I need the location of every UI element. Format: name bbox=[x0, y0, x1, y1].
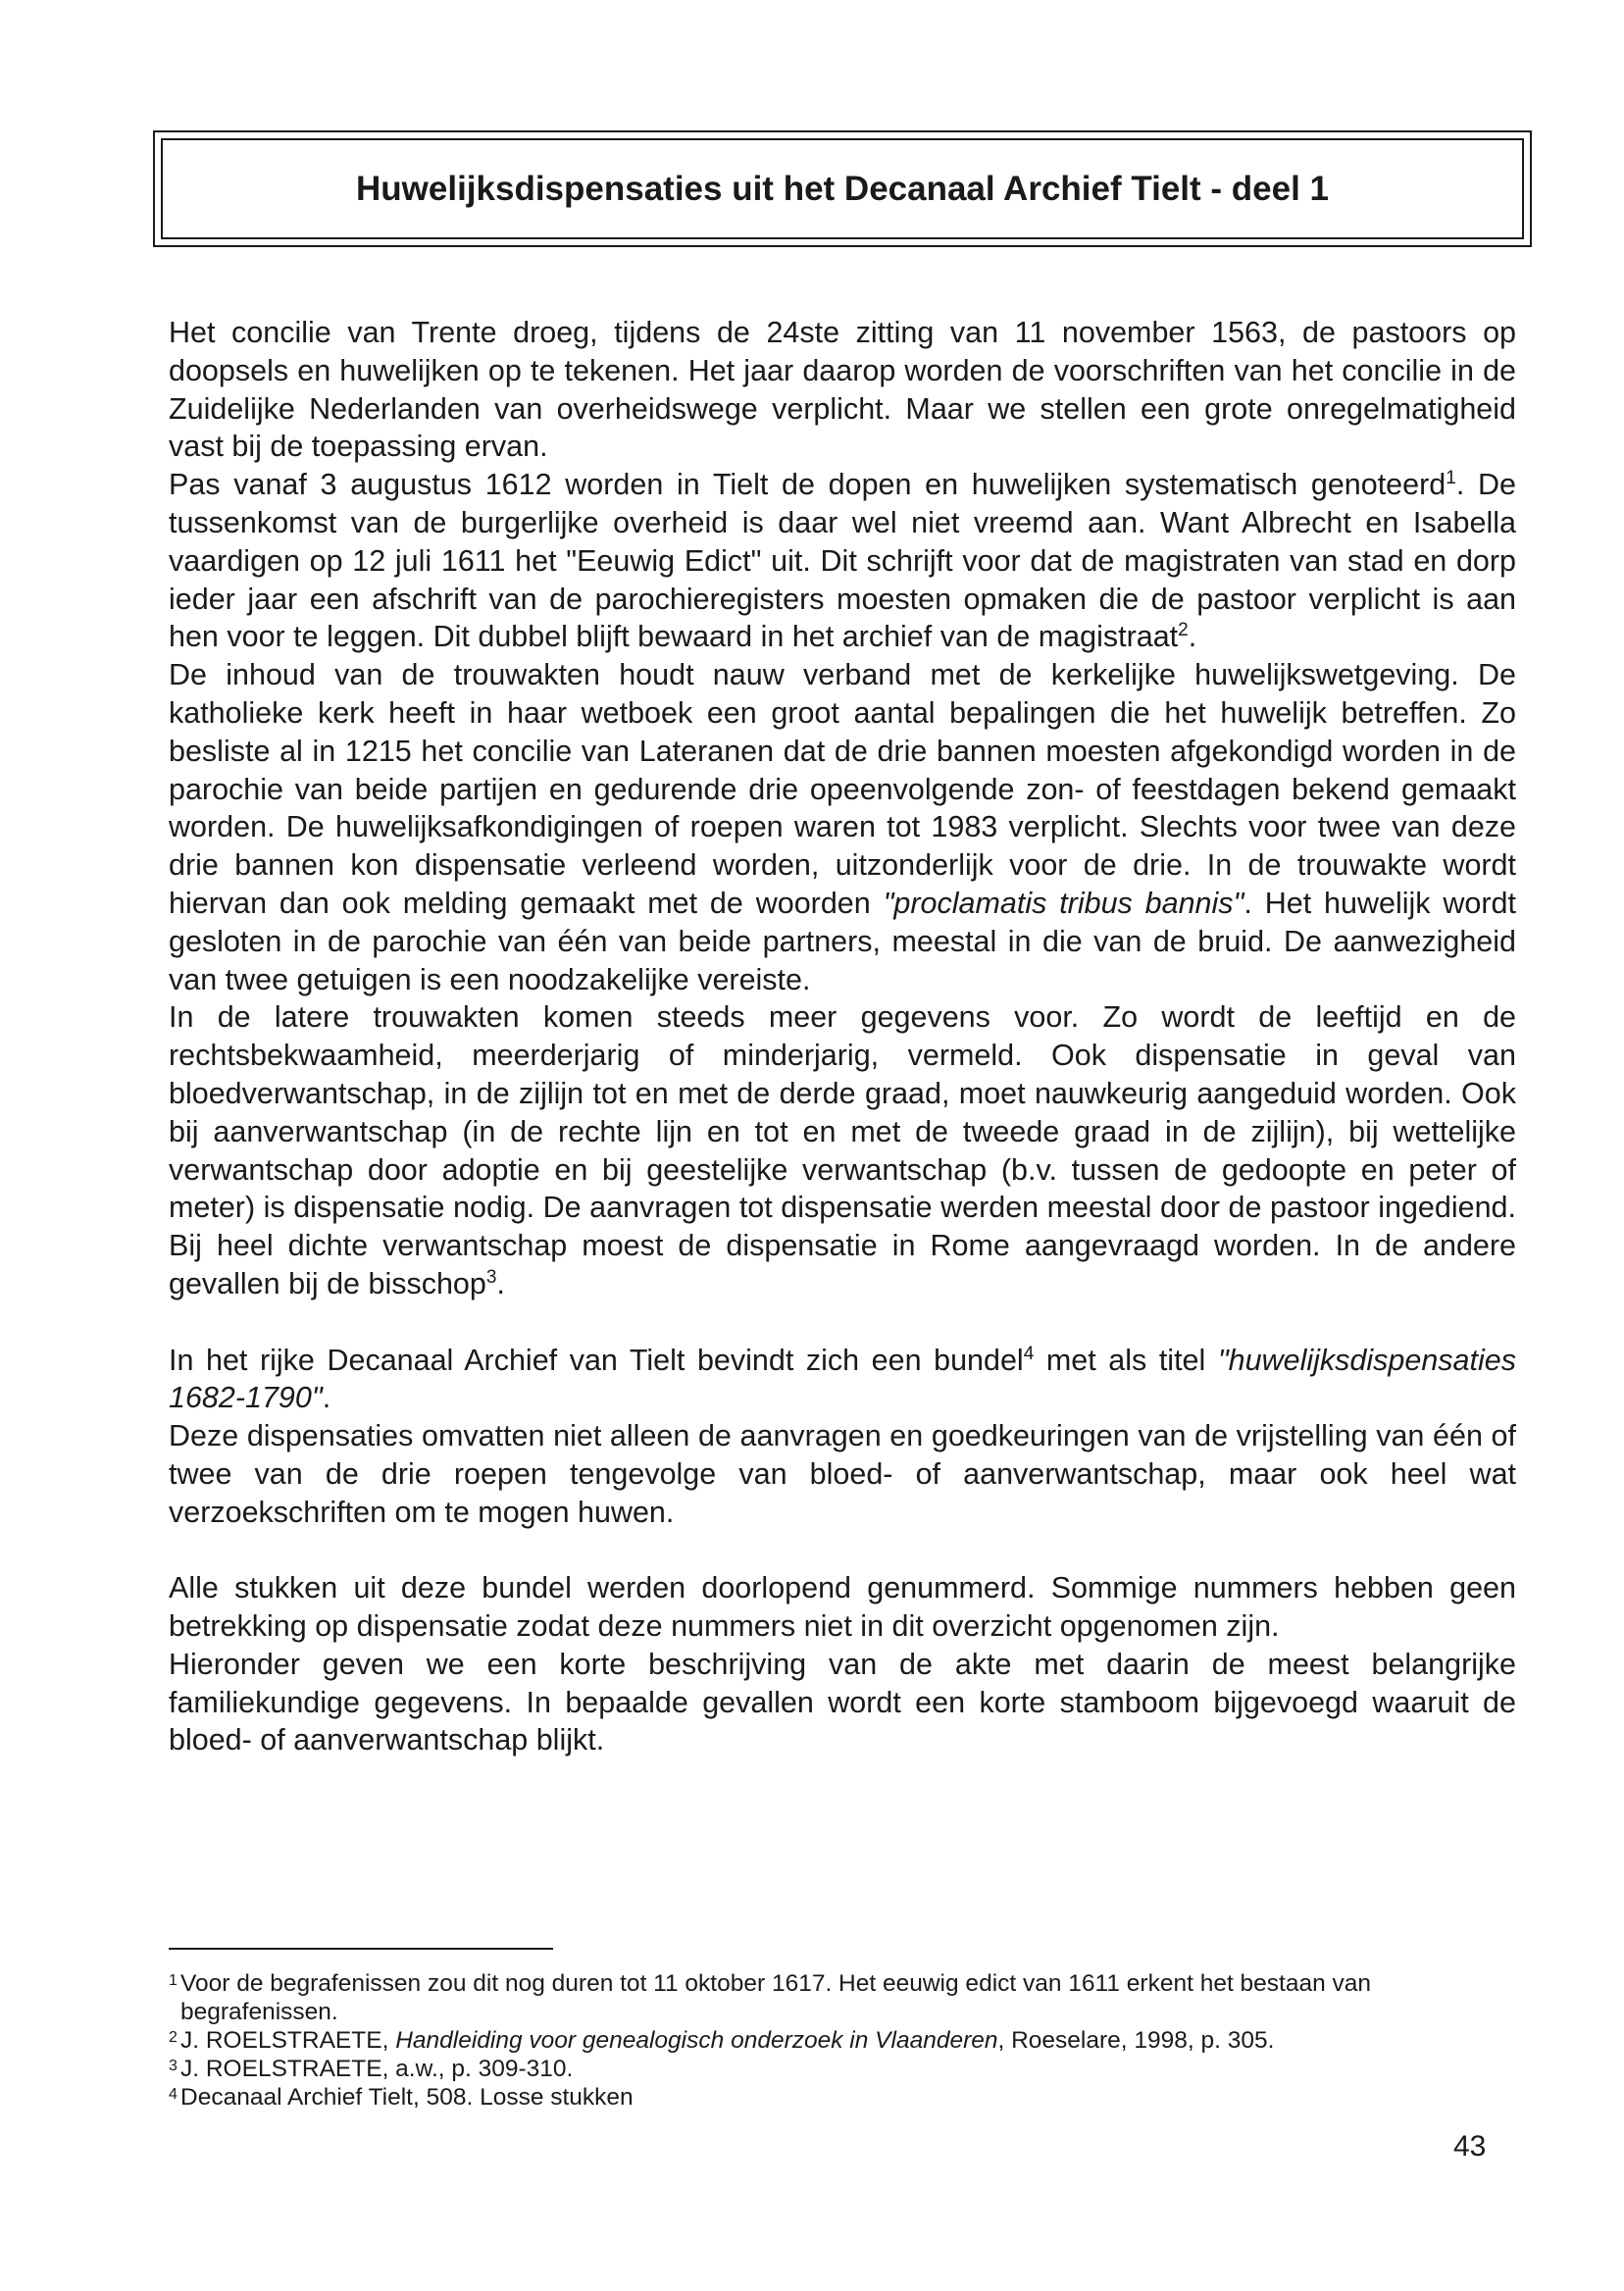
paragraph-gap bbox=[169, 1303, 1516, 1342]
page-title: Huwelijksdispensaties uit het Decanaal Archief Tielt - deel 1 bbox=[356, 169, 1329, 208]
footnote-2-author: J. ROELSTRAETE, bbox=[180, 2027, 396, 2054]
paragraph-1-text: Het concilie van Trente droeg, tijdens de 24ste zitting van 11 november 1563, de pastoors op doopsels en huwelijken op te tekenen. Het jaar daarop worden de voorschriften van het concilie in de Zuidelijke Nederlanden van overheidswege verplicht. Maar we stellen een grote onregelmatigheid vast bij de toepassing ervan. bbox=[169, 316, 1516, 464]
period: . bbox=[1188, 620, 1197, 654]
paragraph-5a-text: In het rijke Decanaal Archief van Tielt bevindt zich een bundel bbox=[169, 1343, 1024, 1377]
paragraph-6-text: Deze dispensaties omvatten niet alleen de aanvragen en goedkeuringen van de vrijstelling van één of twee van de drie roepen tengevolge van bloed- of aanverwantschap, maar ook heel wat verzoekschriften om te mogen huwen. bbox=[169, 1419, 1516, 1529]
footnote-3-number: 3 bbox=[169, 2058, 178, 2074]
page-number: 43 bbox=[1453, 2130, 1487, 2163]
paragraph-4-text: In de latere trouwakten komen steeds meer gegevens voor. Zo wordt de leeftijd en de rechtsbekwaamheid, meerderjarig of minderjarig, vermeld. Ook dispensatie in geval van bloedverwantschap, in de zijlijn tot en met de derde graad, moet nauwkeurig aangeduid worden. Ook bij aanverwantschap (in de rechte lijn en tot en met de tweede graad in de zijlijn), bij wettelijke verwantschap door adoptie en bij geestelijke verwantschap (b.v. tussen de gedoopte en peter of meter) is dispensatie nodig. De aanvragen tot dispensatie werden meestal door de pastoor ingediend. Bij heel dichte verwantschap moest de dispensatie in Rome aangevraagd worden. In de andere gevallen bij de bisschop bbox=[169, 1000, 1516, 1300]
latin-phrase: "proclamatis tribus bannis" bbox=[883, 886, 1244, 920]
period: . bbox=[322, 1381, 331, 1415]
footnote-1 bbox=[169, 1969, 1502, 2026]
footnote-2 bbox=[169, 2026, 1502, 2055]
paragraph-6 bbox=[169, 1417, 1516, 1531]
title-frame-inner bbox=[161, 138, 1524, 239]
period: . bbox=[496, 1266, 505, 1300]
paragraph-3 bbox=[169, 656, 1516, 998]
paragraph-5b-text: met als titel bbox=[1034, 1343, 1218, 1377]
footnote-4-number: 4 bbox=[169, 2086, 178, 2103]
paragraph-8-text: Hieronder geven we een korte beschrijving van de akte met daarin de meest belangrijke familiekundige gegevens. In bepaalde gevallen wordt een korte stamboom bijgevoegd waaruit de bloed- of aanverwantschap blijkt. bbox=[169, 1647, 1516, 1757]
paragraph-3b-text: . Het huwelijk wordt gesloten in de parochie van één van beide partners, meestal in die van de bruid. De aanwezigheid van twee getuigen is een noodzakelijke vereiste. bbox=[169, 886, 1516, 996]
footnote-ref-4: 4 bbox=[1023, 1343, 1035, 1364]
paragraph-4 bbox=[169, 998, 1516, 1302]
footnote-2-number: 2 bbox=[169, 2029, 178, 2046]
title-frame bbox=[153, 130, 1532, 247]
paragraph-7 bbox=[169, 1569, 1516, 1646]
bundle-title: "huwelijksdispensaties 1682-1790" bbox=[169, 1343, 1516, 1415]
footnote-4-text: Decanaal Archief Tielt, 508. Losse stukken bbox=[180, 2084, 634, 2111]
paragraph-1 bbox=[169, 314, 1516, 466]
footnotes bbox=[169, 1969, 1502, 2112]
footnote-3 bbox=[169, 2055, 1502, 2083]
paragraph-5 bbox=[169, 1342, 1516, 1418]
footnote-4 bbox=[169, 2083, 1502, 2112]
body-text bbox=[169, 314, 1516, 1759]
footnote-ref-2: 2 bbox=[1178, 620, 1189, 641]
footnote-separator bbox=[169, 1948, 553, 1950]
paragraph-2 bbox=[169, 466, 1516, 656]
footnote-ref-3: 3 bbox=[485, 1266, 497, 1288]
paragraph-7-text: Alle stukken uit deze bundel werden doorlopend genummerd. Sommige nummers hebben geen betrekking op dispensatie zodat deze nummers niet in dit overzicht opgenomen zijn. bbox=[169, 1571, 1516, 1644]
paragraph-2b-text: De tussenkomst van de burgerlijke overheid is daar wel niet vreemd aan. Want Albrecht en Isabella vaardigen op 12 juli 1611 het "Eeuwig Edict" uit. Dit schrijft voor dat de magistraten van stad en dorp ieder jaar een afschrift van de parochieregisters moesten opmaken die de pastoor verplicht is aan hen voor te leggen. Dit dubbel blijft bewaard in het archief van de magistraat bbox=[169, 468, 1516, 654]
footnote-2-book-title: Handleiding voor genealogisch onderzoek in Vlaanderen bbox=[395, 2027, 998, 2054]
footnote-2-details: , Roeselare, 1998, p. 305. bbox=[997, 2027, 1275, 2054]
footnote-1-text: Voor de begrafenissen zou dit nog duren tot 11 oktober 1617. Het eeuwig edict van 1611 erkent het bestaan van begrafenissen. bbox=[180, 1970, 1372, 2025]
paragraph-3a-text: De inhoud van de trouwakten houdt nauw verband met de kerkelijke huwelijkswetgeving. De katholieke kerk heeft in haar wetboek een groot aantal bepalingen die het huwelijk betreffen. Zo besliste al in 1215 het concilie van Lateranen dat de drie bannen moesten afgekondigd worden in de parochie van beide partijen en gedurende drie opeenvolgende zon- of feestdagen bekend gemaakt worden. De huwelijksafkondigingen of roepen waren tot 1983 verplicht. Slechts voor twee van deze drie bannen kon dispensatie verleend worden, uitzonderlijk voor de drie. In de trouwakte wordt hiervan dan ook melding gemaakt met de woorden bbox=[169, 658, 1516, 920]
footnote-1-number: 1 bbox=[169, 1972, 178, 1989]
period: . bbox=[1455, 468, 1465, 502]
footnote-ref-1: 1 bbox=[1446, 468, 1456, 489]
paragraph-gap bbox=[169, 1532, 1516, 1570]
footnote-3-text: J. ROELSTRAETE, a.w., p. 309-310. bbox=[180, 2056, 574, 2082]
paragraph-2a-text: Pas vanaf 3 augustus 1612 worden in Tielt de dopen en huwelijken systematisch genoteerd bbox=[169, 468, 1446, 502]
paragraph-8 bbox=[169, 1646, 1516, 1759]
